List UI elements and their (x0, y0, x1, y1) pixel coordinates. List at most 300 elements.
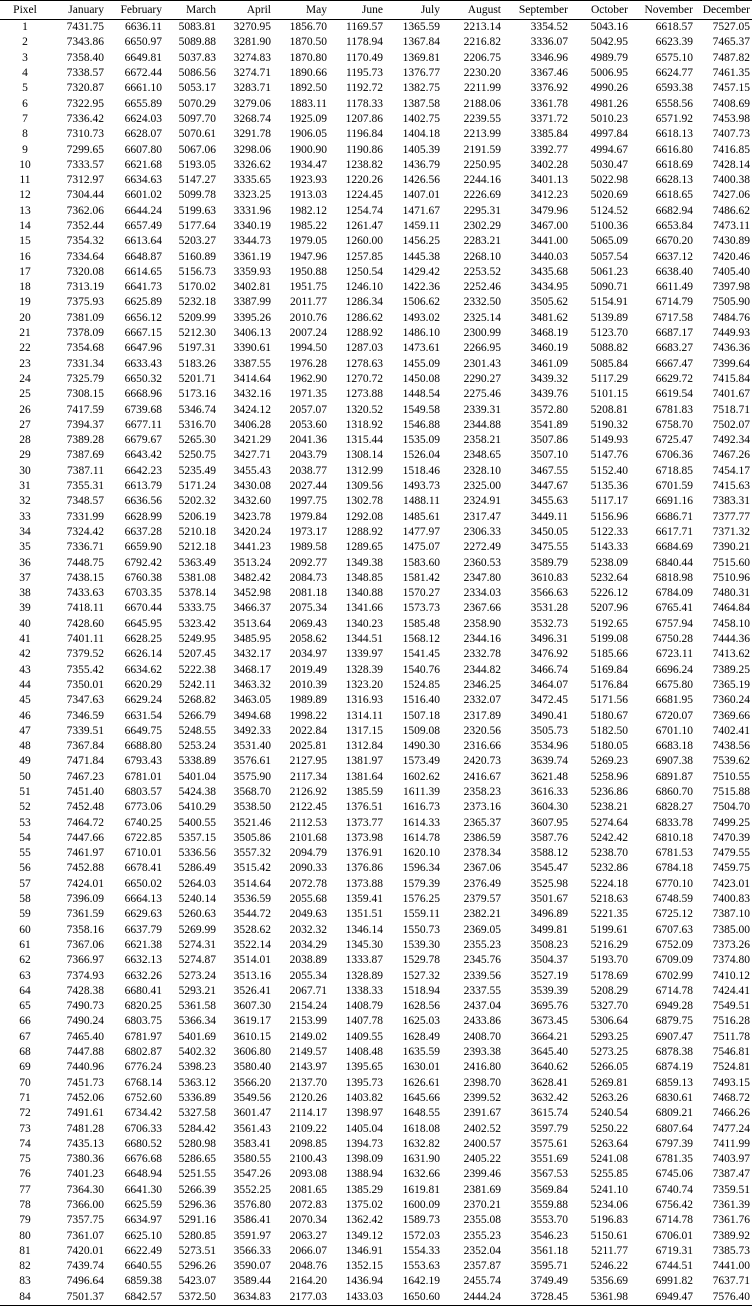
table-row (0, 188, 752, 203)
value-cell: 1890.66 (289, 67, 327, 80)
value-cell: 1316.93 (345, 694, 383, 707)
pixel-index-cell: 12 (19, 189, 31, 202)
value-cell: 1349.38 (345, 556, 383, 569)
value-cell: 5273.51 (178, 1244, 216, 1257)
value-cell: 3525.98 (530, 877, 568, 890)
value-cell: 5201.71 (178, 372, 216, 385)
value-cell: 5226.12 (590, 587, 628, 600)
value-cell: 1288.92 (345, 525, 383, 538)
table-header-row (0, 1, 752, 20)
value-cell: 2019.49 (289, 663, 327, 676)
value-cell: 5424.38 (178, 785, 216, 798)
value-cell: 5258.96 (590, 770, 628, 783)
value-cell: 5268.82 (178, 694, 216, 707)
value-cell: 1224.45 (345, 189, 383, 202)
value-cell: 5190.32 (590, 418, 628, 431)
value-cell: 3576.61 (233, 755, 271, 768)
value-cell: 7361.59 (66, 908, 104, 921)
table-row (0, 861, 752, 876)
value-cell: 2302.29 (463, 220, 501, 232)
value-cell: 6643.42 (124, 449, 162, 462)
pixel-index-cell: 83 (19, 1275, 31, 1288)
value-cell: 5209.99 (178, 311, 216, 324)
value-cell: 6675.80 (655, 678, 693, 691)
value-cell: 3628.41 (530, 1076, 568, 1089)
value-cell: 6641.30 (124, 1183, 162, 1196)
value-cell: 3274.83 (233, 51, 271, 64)
value-cell: 5327.70 (590, 1000, 628, 1013)
pixel-index-cell: 29 (19, 449, 31, 462)
value-cell: 2117.34 (290, 770, 327, 783)
value-cell: 1493.02 (402, 311, 440, 324)
value-cell: 1540.76 (402, 663, 440, 676)
pixel-index-cell: 66 (19, 1015, 31, 1028)
value-cell: 6634.63 (124, 174, 162, 187)
value-cell: 2072.78 (289, 877, 327, 890)
value-cell: 6684.69 (655, 541, 693, 554)
value-cell: 7457.15 (712, 82, 750, 95)
value-cell: 7389.25 (712, 663, 750, 676)
value-cell: 7486.62 (712, 204, 750, 217)
value-cell: 1625.03 (402, 1015, 440, 1028)
value-cell: 7308.15 (66, 388, 104, 401)
value-cell: 1373.98 (345, 831, 383, 844)
value-cell: 3515.42 (233, 862, 271, 875)
value-cell: 1973.17 (289, 525, 327, 538)
value-cell: 5264.03 (178, 877, 216, 890)
value-cell: 6670.44 (124, 602, 162, 615)
value-cell: 1559.11 (403, 908, 440, 921)
value-cell: 3406.13 (233, 327, 271, 340)
value-cell: 2081.65 (289, 1183, 327, 1196)
value-cell: 3371.72 (530, 112, 568, 125)
value-cell: 3532.73 (530, 617, 568, 630)
value-cell: 6696.24 (655, 663, 693, 676)
value-cell: 3508.23 (530, 938, 568, 951)
value-cell: 3589.79 (530, 556, 568, 569)
table-row (0, 295, 752, 310)
value-cell: 6752.60 (124, 1091, 162, 1104)
value-cell: 6830.61 (655, 1091, 693, 1104)
value-cell: 1376.91 (345, 847, 383, 860)
pixel-index-cell: 13 (19, 204, 31, 217)
value-cell: 1529.78 (402, 954, 440, 967)
value-cell: 5280.98 (178, 1137, 216, 1150)
value-cell: 2325.14 (463, 311, 501, 324)
value-cell: 5218.63 (590, 893, 628, 906)
value-cell: 5192.65 (590, 617, 628, 630)
value-cell: 6776.24 (124, 1061, 162, 1074)
value-cell: 5101.15 (590, 388, 628, 401)
value-cell: 6625.59 (124, 1199, 162, 1211)
value-cell: 1490.30 (402, 740, 440, 753)
value-cell: 6682.94 (655, 204, 693, 217)
value-cell: 7504.70 (712, 801, 750, 814)
value-cell: 3354.52 (530, 21, 568, 34)
value-cell: 3420.24 (233, 525, 271, 538)
value-cell: 7403.97 (712, 1153, 750, 1166)
value-cell: 5206.19 (178, 510, 216, 523)
value-cell: 1488.11 (403, 495, 440, 508)
value-cell: 2075.34 (289, 602, 327, 615)
pixel-index-cell: 50 (19, 770, 31, 783)
value-cell: 3499.81 (530, 923, 568, 936)
value-cell: 1631.90 (402, 1153, 440, 1166)
value-cell: 6758.70 (655, 418, 693, 431)
table-row (0, 66, 752, 81)
value-cell: 6874.19 (655, 1061, 693, 1074)
value-cell: 1507.18 (402, 709, 440, 722)
value-cell: 6781.97 (124, 1030, 162, 1043)
value-cell: 7524.81 (712, 1061, 750, 1074)
value-cell: 1409.55 (345, 1030, 383, 1043)
value-cell: 2355.08 (463, 1214, 501, 1227)
value-cell: 3513.16 (233, 969, 271, 982)
value-cell: 6613.79 (124, 480, 162, 493)
table-row (0, 999, 752, 1014)
value-cell: 3501.67 (530, 893, 568, 906)
value-cell: 1381.64 (345, 770, 383, 783)
value-cell: 1925.09 (289, 112, 327, 125)
value-cell: 3664.21 (530, 1030, 568, 1043)
value-cell: 6768.14 (124, 1076, 162, 1089)
value-cell: 5193.05 (178, 158, 216, 171)
value-cell: 7467.26 (712, 449, 750, 462)
value-cell: 5183.26 (178, 357, 216, 370)
value-cell: 1527.32 (402, 969, 440, 982)
value-cell: 3569.84 (530, 1183, 568, 1196)
table-row (0, 96, 752, 111)
value-cell: 6691.16 (655, 495, 693, 508)
value-cell: 1312.99 (345, 464, 383, 477)
value-cell: 7374.93 (66, 969, 104, 982)
value-cell: 2455.74 (463, 1275, 501, 1288)
table-row (0, 984, 752, 999)
value-cell: 1596.34 (402, 862, 440, 875)
value-cell: 3589.44 (233, 1275, 271, 1288)
value-cell: 2399.46 (463, 1168, 501, 1181)
value-cell: 2239.55 (463, 112, 501, 125)
value-cell: 6617.71 (655, 525, 693, 538)
value-cell: 1951.75 (289, 281, 327, 294)
value-cell: 3387.99 (233, 296, 271, 309)
value-cell: 2290.27 (463, 372, 501, 385)
value-cell: 6709.09 (655, 954, 693, 967)
value-cell: 6687.17 (655, 327, 693, 340)
value-cell: 2376.49 (463, 877, 501, 890)
value-cell: 6739.68 (124, 403, 162, 416)
value-cell: 7397.98 (712, 281, 750, 294)
value-cell: 6641.73 (124, 281, 162, 294)
value-cell: 1376.51 (345, 801, 383, 814)
value-cell: 1614.78 (402, 831, 440, 844)
value-cell: 4981.26 (590, 97, 628, 110)
value-cell: 6653.84 (655, 220, 693, 232)
value-cell: 2444.24 (442, 1290, 503, 1306)
value-cell: 6668.96 (124, 388, 162, 401)
value-cell: 3279.06 (233, 97, 271, 110)
pixel-index-cell: 58 (19, 893, 31, 906)
value-cell: 5372.50 (164, 1290, 218, 1306)
value-cell: 7549.51 (712, 1000, 750, 1013)
value-cell: 2386.59 (463, 831, 501, 844)
value-cell: 5250.75 (178, 449, 216, 462)
value-cell: 1195.73 (346, 67, 383, 80)
value-cell: 1473.61 (402, 342, 440, 355)
value-cell: 3557.32 (233, 847, 271, 860)
value-cell: 2092.77 (289, 556, 327, 569)
value-cell: 2211.99 (464, 82, 501, 95)
value-cell: 4990.26 (590, 82, 628, 95)
value-cell: 1318.92 (345, 418, 383, 431)
table-row (0, 555, 752, 570)
value-cell: 3621.48 (530, 770, 568, 783)
value-cell: 6633.43 (124, 357, 162, 370)
value-cell: 7352.44 (66, 220, 104, 232)
value-cell: 7299.65 (66, 143, 104, 156)
table-row (0, 173, 752, 188)
value-cell: 6818.98 (655, 571, 693, 584)
value-cell: 3583.41 (233, 1137, 271, 1150)
value-cell: 7515.60 (712, 556, 750, 569)
pixel-index-cell: 73 (19, 1122, 31, 1135)
value-cell: 1998.22 (289, 709, 327, 722)
value-cell: 6807.64 (655, 1122, 693, 1135)
value-cell: 3514.64 (233, 877, 271, 890)
value-cell: 7510.96 (712, 571, 750, 584)
value-cell: 6802.87 (124, 1046, 162, 1059)
value-cell: 6740.25 (124, 816, 162, 829)
value-cell: 1650.60 (385, 1290, 442, 1306)
value-cell: 5263.26 (590, 1091, 628, 1104)
value-cell: 1349.12 (345, 1229, 383, 1242)
value-cell: 1436.94 (345, 1275, 383, 1288)
pixel-index-cell: 7 (22, 112, 28, 125)
value-cell: 6773.06 (124, 801, 162, 814)
value-cell: 3346.96 (530, 51, 568, 64)
value-cell: 6607.80 (124, 143, 162, 156)
value-cell: 2358.21 (463, 434, 501, 447)
value-cell: 1170.49 (346, 51, 383, 64)
value-cell: 5291.16 (178, 1214, 216, 1227)
table-row (0, 1244, 752, 1259)
table-row (0, 341, 752, 356)
pixel-index-cell: 68 (19, 1046, 31, 1059)
table-row (0, 739, 752, 754)
value-cell: 5363.49 (178, 556, 216, 569)
value-cell: 6725.47 (655, 434, 693, 447)
value-cell: 3476.92 (530, 648, 568, 661)
pixel-index-cell: 33 (19, 510, 31, 523)
value-cell: 5356.69 (590, 1275, 628, 1288)
value-cell: 1635.59 (402, 1046, 440, 1059)
value-cell: 5139.89 (590, 311, 628, 324)
table-row (0, 831, 752, 846)
pixel-index-cell: 80 (19, 1229, 31, 1242)
value-cell: 7468.72 (712, 1091, 750, 1104)
table-row (0, 234, 752, 249)
value-cell: 3586.41 (233, 1214, 271, 1227)
value-cell: 7452.88 (66, 862, 104, 875)
value-cell: 5265.30 (178, 434, 216, 447)
value-cell: 6803.57 (124, 785, 162, 798)
value-cell: 2437.04 (463, 1000, 501, 1013)
value-cell: 5336.89 (178, 1091, 216, 1104)
value-cell: 1289.65 (345, 541, 383, 554)
value-cell: 7355.42 (66, 663, 104, 676)
value-cell: 5182.50 (590, 724, 628, 737)
value-cell: 5274.31 (178, 938, 216, 951)
value-cell: 1436.79 (402, 158, 440, 171)
value-cell: 1459.11 (403, 220, 440, 232)
table-row (0, 448, 752, 463)
value-cell: 7325.79 (66, 372, 104, 385)
value-cell: 2010.76 (289, 311, 327, 324)
value-cell: 1516.40 (402, 694, 440, 707)
value-cell: 7464.84 (712, 602, 750, 615)
value-cell: 7492.34 (712, 434, 750, 447)
value-cell: 1535.09 (402, 434, 440, 447)
table-row (0, 326, 752, 341)
value-cell: 5338.89 (178, 755, 216, 768)
value-cell: 5177.64 (178, 220, 216, 232)
pixel-index-cell: 45 (19, 694, 31, 707)
value-cell: 5171.24 (178, 480, 216, 493)
value-cell: 3588.12 (530, 847, 568, 860)
value-cell: 1648.55 (402, 1107, 440, 1120)
value-cell: 7516.28 (712, 1015, 750, 1028)
value-cell: 1456.25 (402, 235, 440, 248)
value-cell: 3534.96 (530, 740, 568, 753)
value-cell: 7358.16 (66, 923, 104, 936)
pixel-index-cell: 16 (19, 250, 31, 263)
value-cell: 1554.33 (402, 1244, 440, 1257)
value-cell: 3412.23 (530, 189, 568, 202)
value-cell: 3504.37 (530, 954, 568, 967)
table-row (0, 571, 752, 586)
value-cell: 1362.42 (345, 1214, 383, 1227)
value-cell: 6619.54 (655, 388, 693, 401)
pixel-index-cell: 46 (19, 709, 31, 722)
value-cell: 7637.71 (712, 1275, 750, 1288)
value-cell: 1550.73 (402, 923, 440, 936)
value-cell: 5232.64 (590, 571, 628, 584)
value-cell: 6629.72 (655, 372, 693, 385)
value-cell: 2101.68 (289, 831, 327, 844)
pixel-index-cell: 27 (19, 418, 31, 431)
value-cell: 7387.47 (712, 1168, 750, 1181)
table-row (0, 1030, 752, 1045)
value-cell: 3468.19 (530, 327, 568, 340)
value-cell: 2055.68 (289, 893, 327, 906)
value-cell: 3376.92 (530, 82, 568, 95)
value-cell: 2348.65 (463, 449, 501, 462)
pixel-index-cell: 15 (19, 235, 31, 248)
value-cell: 6949.47 (630, 1290, 695, 1306)
value-cell: 2344.88 (463, 418, 501, 431)
value-cell: 6744.51 (655, 1260, 693, 1273)
value-cell: 2094.79 (289, 847, 327, 860)
value-cell: 4997.84 (590, 128, 628, 141)
value-cell: 7354.68 (66, 342, 104, 355)
value-cell: 7380.36 (66, 1153, 104, 1166)
value-cell: 5336.56 (178, 847, 216, 860)
value-cell: 6792.42 (124, 556, 162, 569)
pixel-index-cell: 65 (19, 1000, 31, 1013)
value-cell: 7304.44 (66, 189, 104, 202)
value-cell: 5070.61 (178, 128, 216, 141)
value-cell: 1340.23 (345, 617, 383, 630)
value-cell: 6781.53 (655, 847, 693, 860)
value-cell: 7324.42 (66, 525, 104, 538)
table-row (0, 678, 752, 693)
value-cell: 7458.10 (712, 617, 750, 630)
table-row (0, 1198, 752, 1213)
value-cell: 7400.83 (712, 893, 750, 906)
value-cell: 6797.39 (655, 1137, 693, 1150)
value-cell: 6707.63 (655, 923, 693, 936)
value-cell: 2081.18 (289, 587, 327, 600)
value-cell: 6828.27 (655, 801, 693, 814)
value-cell: 5099.78 (178, 189, 216, 202)
value-cell: 2332.78 (463, 648, 501, 661)
value-cell: 7466.26 (712, 1107, 750, 1120)
value-cell: 6620.29 (124, 678, 162, 691)
value-cell: 5286.65 (178, 1153, 216, 1166)
value-cell: 1373.77 (345, 816, 383, 829)
value-cell: 2038.89 (289, 954, 327, 967)
value-cell: 3455.43 (233, 464, 271, 477)
value-cell: 6907.38 (655, 755, 693, 768)
value-cell: 2049.63 (289, 908, 327, 921)
value-cell: 5030.47 (590, 158, 628, 171)
value-cell: 6859.13 (655, 1076, 693, 1089)
value-cell: 1553.63 (402, 1260, 440, 1273)
table-row (0, 693, 752, 708)
value-cell: 1257.85 (345, 250, 383, 263)
value-cell: 5381.08 (178, 571, 216, 584)
value-cell: 7385.00 (712, 923, 750, 936)
value-cell: 7350.01 (66, 678, 104, 691)
value-cell: 6659.90 (124, 541, 162, 554)
value-cell: 6784.09 (655, 587, 693, 600)
value-cell: 1448.54 (402, 388, 440, 401)
value-cell: 1178.33 (346, 97, 383, 110)
value-cell: 7452.06 (66, 1091, 104, 1104)
value-cell: 5293.25 (590, 1030, 628, 1043)
value-cell: 2250.95 (463, 158, 501, 171)
value-cell: 6717.58 (655, 311, 693, 324)
value-cell: 7424.01 (66, 877, 104, 890)
value-cell: 6714.78 (655, 984, 693, 997)
table-row (0, 1137, 752, 1152)
value-cell: 2355.23 (463, 938, 501, 951)
value-cell: 2332.50 (463, 296, 501, 309)
pixel-index-cell: 74 (19, 1137, 31, 1150)
value-cell: 7379.52 (66, 648, 104, 661)
value-cell: 5363.12 (178, 1076, 216, 1089)
value-cell: 5171.56 (590, 694, 628, 707)
pixel-index-cell: 23 (19, 357, 31, 370)
value-cell: 7415.63 (712, 480, 750, 493)
column-header-pixel: Pixel (0, 1, 50, 20)
value-cell: 6642.23 (124, 464, 162, 477)
value-cell: 7428.14 (712, 158, 750, 171)
value-cell: 2230.20 (463, 67, 501, 80)
value-cell: 5296.36 (178, 1199, 216, 1211)
value-cell: 2317.89 (463, 709, 501, 722)
value-cell: 3467.00 (530, 220, 568, 232)
